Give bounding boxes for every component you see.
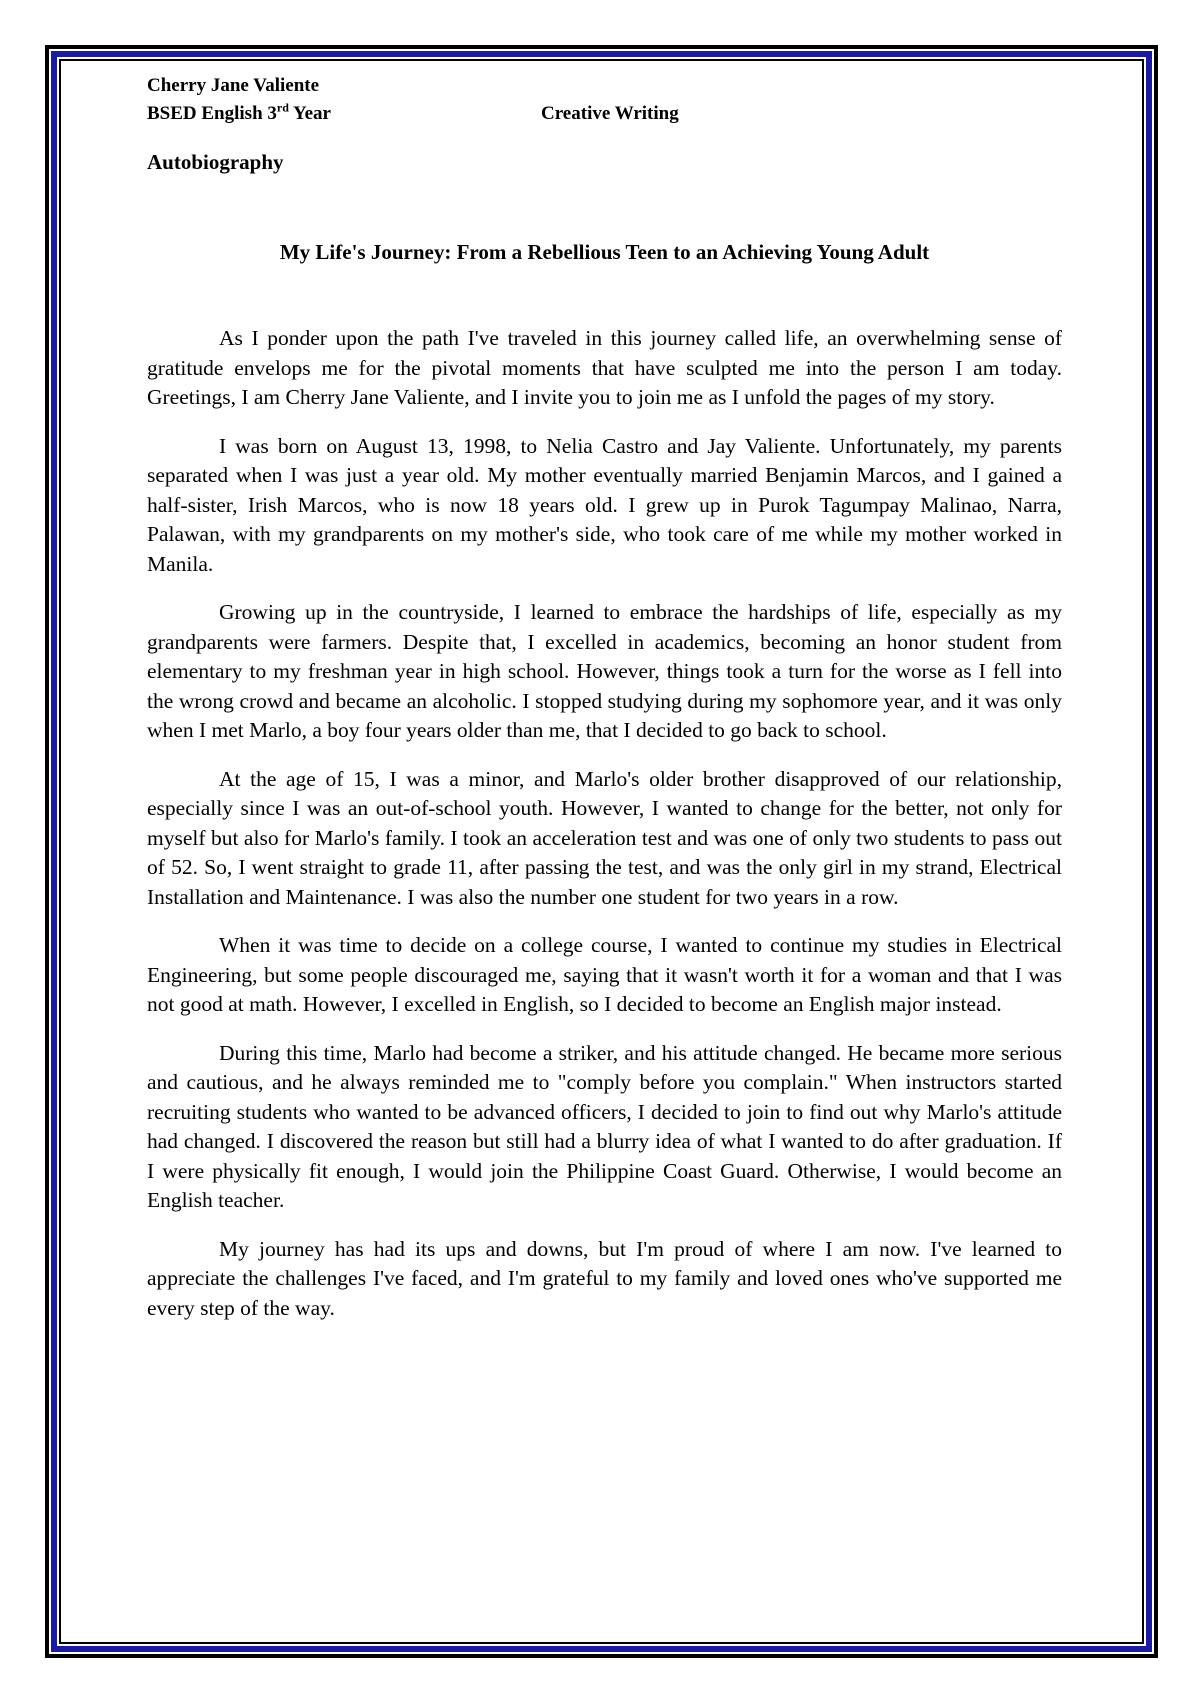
essay-body [147, 324, 1062, 1323]
paragraph: I was born on August 13, 1998, to Nelia Castro and Jay Valiente. Unfortunately, my parents separated when I was just a year old. My mother eventually married Benjamin Marcos, and I gained a half-sister, Irish Marcos, who is now 18 years old. I grew up in Purok Tagumpay Malinao, Narra, Palawan, with my grandparents on my mother's side, who took care of me while my mother worked in Manila. [147, 433, 1062, 576]
program-ordinal: rd [276, 100, 289, 115]
program-line [147, 100, 1062, 128]
paragraph: As I ponder upon the path I've traveled in this journey called life, an overwhelming sense of gratitude envelops me for the pivotal moments that have sculpted me into the person I am today. Greetings, I am Cherry Jane Valiente, and I invite you to join me as I unfold the pages of my story. [147, 326, 1062, 409]
paragraph: Growing up in the countryside, I learned to embrace the hardships of life, especially as my grandparents were farmers. Despite that, I excelled in academics, becoming an honor student from elementary to my freshman year in high school. However, things took a turn for the worse as I fell into the wrong crowd and became an alcoholic. I stopped studying during my sophomore year, and it was only when I met Marlo, a boy four years older than me, that I decided to go back to school. [147, 600, 1062, 742]
essay-title: My Life's Journey: From a Rebellious Teen to an Achieving Young Adult [279, 240, 930, 264]
course-name: Creative Writing [541, 103, 679, 124]
paragraph: My journey has had its ups and downs, but I'm proud of where I am now. I've learned to appreciate the challenges I've faced, and I'm grateful to my family and loved ones who've supported me every step of the way. [147, 1236, 1062, 1320]
author-name: Cherry Jane Valiente [147, 75, 320, 96]
program-suffix: Year [288, 103, 331, 124]
program-name: BSED English 3 [147, 103, 277, 124]
paragraph: During this time, Marlo had become a striker, and his attitude changed. He became more serious and cautious, and he always reminded me to "comply before you complain." When instructors started recruiting students who wanted to be advanced officers, I decided to join to find out why Marlo's attitude had changed. I discovered the reason but still had a blurry idea of what I wanted to do after graduation. If I were physically fit enough, I would join the Philippine Coast Guard. Otherwise, I would become an English teacher. [147, 1040, 1062, 1212]
document-content [147, 72, 1062, 1342]
document-type: Autobiography [147, 150, 284, 174]
paragraph: At the age of 15, I was a minor, and Marlo's older brother disapproved of our relationship, especially since I was an out-of-school youth. However, I wanted to change for the better, not only for myself but also for Marlo's family. I took an acceleration test and was one of only two students to pass out of 52. So, I went straight to grade 11, after passing the test, and was the only girl in my strand, Electrical Installation and Maintenance. I was also the number one student for two years in a row. [147, 766, 1062, 909]
paragraph: When it was time to decide on a college course, I wanted to continue my studies in Electrical Engineering, but some people discouraged me, saying that it wasn't worth it for a woman and that I was not good at math. However, I excelled in English, so I decided to become an English major instead. [147, 933, 1062, 1016]
